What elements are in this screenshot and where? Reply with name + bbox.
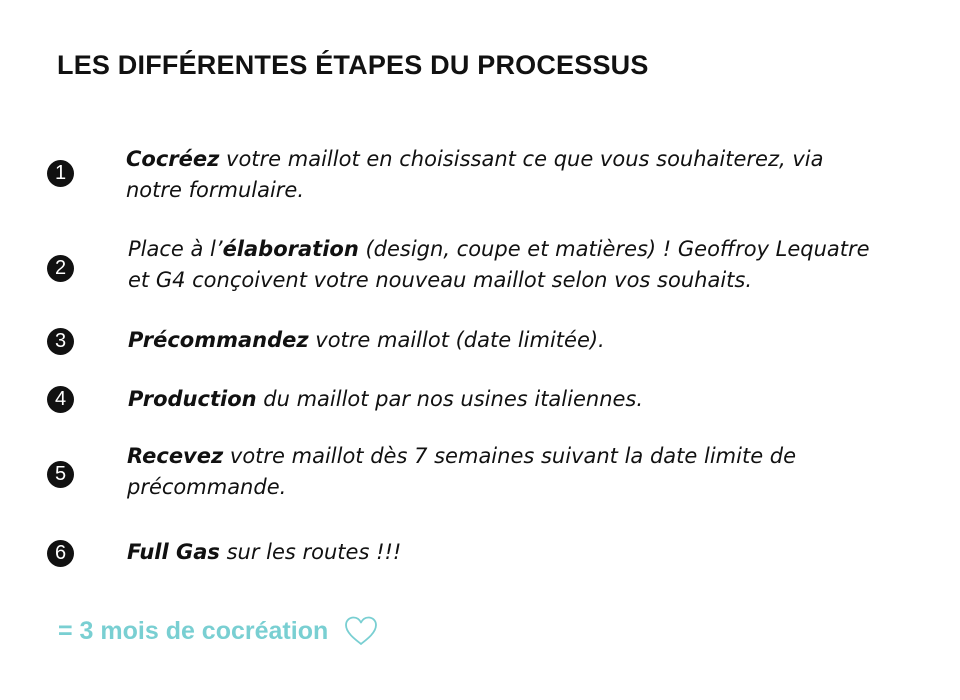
step-text (126, 144, 823, 206)
footer-tagline (58, 616, 378, 646)
step-keyword: Cocréez (126, 147, 220, 171)
step-keyword: élaboration (222, 237, 359, 261)
step-keyword: Full Gas (127, 540, 220, 564)
heart-outline-icon (344, 616, 378, 646)
step-number-badge: 4 (47, 386, 74, 413)
step-text (128, 384, 643, 415)
step-number-badge: 1 (47, 160, 74, 187)
step-line-1: du maillot par nos usines italiennes. (256, 387, 644, 411)
step-line-2: précommande. (127, 475, 287, 499)
step-line-1: sur les routes !!! (219, 540, 402, 564)
step-keyword: Production (128, 387, 257, 411)
step-number-badge: 2 (47, 255, 74, 282)
step-line-1-prefix: Place à l’ (128, 237, 223, 261)
step-number-badge: 5 (47, 461, 74, 488)
step-line-1: votre maillot dès 7 semaines suivant la date limite de (223, 444, 797, 468)
step-line-1: votre maillot (date limitée). (308, 328, 605, 352)
footer-text: = 3 mois de cocréation (58, 616, 329, 645)
step-line-1: (design, coupe et matières) ! Geoffroy Lequatre (358, 237, 870, 261)
step-line-1: votre maillot en choisissant ce que vous souhaiterez, via (219, 147, 824, 171)
page-title: LES DIFFÉRENTES ÉTAPES DU PROCESSUS (57, 50, 649, 80)
step-keyword: Recevez (127, 444, 224, 468)
step-keyword: Précommandez (128, 328, 309, 352)
step-text (127, 537, 401, 568)
step-text (128, 325, 605, 356)
step-number-badge: 6 (47, 540, 74, 567)
step-line-2: et G4 conçoivent votre nouveau maillot selon vos souhaits. (128, 268, 753, 292)
step-line-2: notre formulaire. (126, 178, 305, 202)
step-text (128, 234, 870, 296)
step-number-badge: 3 (47, 328, 74, 355)
step-text (127, 441, 796, 503)
